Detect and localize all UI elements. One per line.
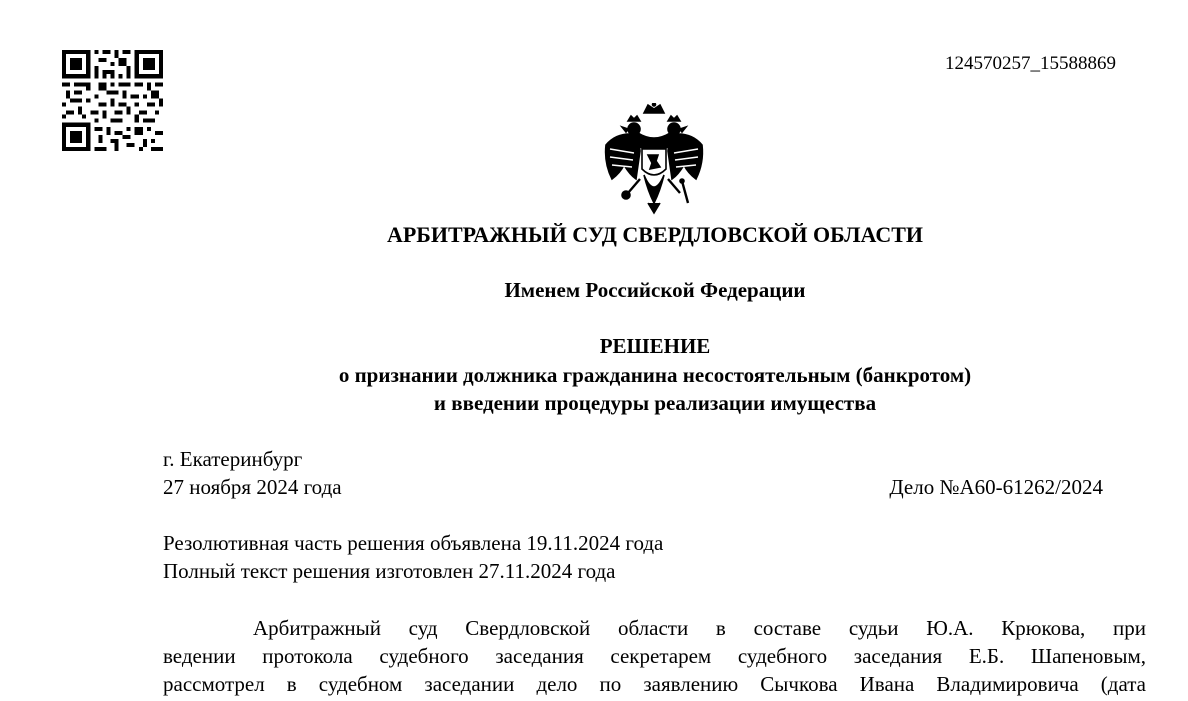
full-text-date: Полный текст решения изготовлен 27.11.2024 года bbox=[163, 559, 616, 583]
body-line-1: Арбитражный суд Свердловской области в составе судьи Ю.А. Крюкова, при bbox=[253, 616, 1146, 640]
decision-date: 27 ноября 2024 года bbox=[163, 475, 342, 499]
coat-of-arms-icon bbox=[600, 103, 708, 215]
qr-code-icon bbox=[62, 50, 163, 151]
court-name: АРБИТРАЖНЫЙ СУД СВЕРДЛОВСКОЙ ОБЛАСТИ bbox=[386, 222, 924, 247]
body-line-2: ведении протокола судебного заседания секретарем судебного заседания Е.Б. Шапеновым, bbox=[163, 644, 1146, 668]
city: г. Екатеринбург bbox=[163, 447, 303, 471]
announced-date: Резолютивная часть решения объявлена 19.11.2024 года bbox=[163, 531, 664, 555]
in-name-of: Именем Российской Федерации bbox=[504, 278, 806, 302]
body-line-3: рассмотрел в судебном заседании дело по заявлению Сычкова Ивана Владимировича (дата bbox=[163, 672, 1146, 696]
document-number: 124570257_15588869 bbox=[945, 53, 1116, 74]
decision-subtitle-line2: и введении процедуры реализации имущества bbox=[433, 391, 877, 415]
decision-title: РЕШЕНИЕ bbox=[599, 334, 711, 358]
decision-subtitle-line1: о признании должника гражданина несостоятельным (банкротом) bbox=[338, 363, 972, 387]
case-number: Дело №А60-61262/2024 bbox=[889, 475, 1103, 499]
